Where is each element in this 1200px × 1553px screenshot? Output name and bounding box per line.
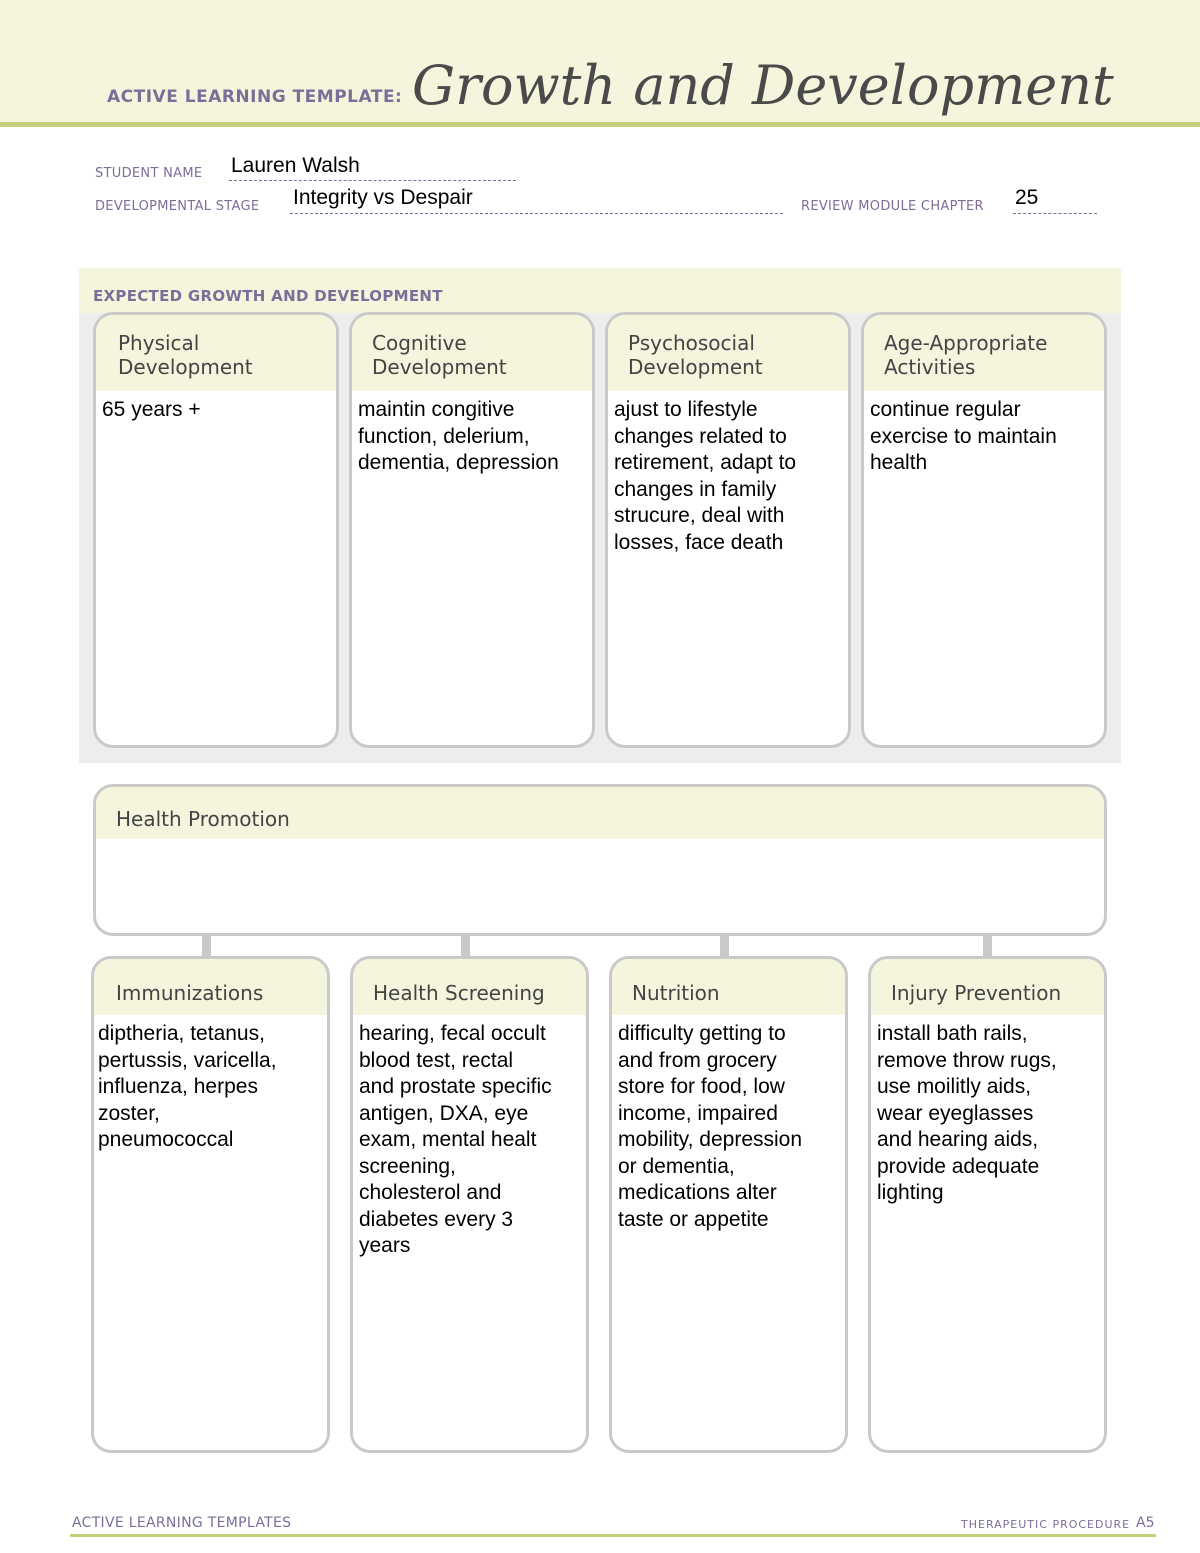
page-title: Growth and Development <box>412 54 1114 117</box>
connector-health-screening <box>461 935 470 957</box>
nutrition-heading: Nutrition <box>612 959 845 1015</box>
injury-prevention-heading: Injury Prevention <box>871 959 1104 1015</box>
health-screening-text[interactable]: hearing, fecal occult blood test, rectal and prostate specific antigen, DXA, eye exam, mental healt screening, cholesterol and diabetes every 3 years <box>359 1022 552 1257</box>
physical-development-text[interactable]: 65 years + <box>102 398 201 421</box>
review-module-chapter-field[interactable]: 25 <box>1015 186 1039 209</box>
immunizations-text[interactable]: diptheria, tetanus, pertussis, varicella, influenza, herpes zoster, pneumococcal <box>98 1022 277 1151</box>
developmental-stage-field[interactable]: Integrity vs Despair <box>293 186 473 209</box>
injury-prevention-card <box>868 956 1107 1453</box>
connector-immunizations <box>202 935 211 957</box>
developmental-stage-line <box>290 213 783 214</box>
health-promotion-card <box>93 784 1107 936</box>
cognitive-development-heading: Cognitive Development <box>352 315 592 391</box>
age-appropriate-activities-heading: Age-Appropriate Activities <box>864 315 1104 391</box>
student-name-field[interactable]: Lauren Walsh <box>231 154 360 177</box>
psychosocial-development-heading: Psychosocial Development <box>608 315 848 391</box>
template-label: ACTIVE LEARNING TEMPLATE: <box>107 87 403 107</box>
psychosocial-development-card <box>605 312 851 748</box>
connector-injury-prevention <box>983 935 992 957</box>
physical-development-heading: Physical Development <box>96 315 336 391</box>
review-module-chapter-line <box>1013 213 1097 214</box>
developmental-stage-label: DEVELOPMENTAL STAGE <box>95 199 260 214</box>
health-screening-card <box>350 956 589 1453</box>
nutrition-card <box>609 956 848 1453</box>
footer-procedure-label: THERAPEUTIC PROCEDURE <box>961 1518 1131 1531</box>
nutrition-text[interactable]: difficulty getting to and from grocery store for food, low income, impaired mobility, depression or dementia, medications alter taste or appetite <box>618 1022 803 1231</box>
health-promotion-heading: Health Promotion <box>96 787 1104 839</box>
connector-nutrition <box>720 935 729 957</box>
age-appropriate-activities-text[interactable]: continue regular exercise to maintain health <box>870 398 1057 474</box>
health-screening-heading: Health Screening <box>353 959 586 1015</box>
footer-rule <box>70 1534 1156 1537</box>
expected-growth-title: EXPECTED GROWTH AND DEVELOPMENT <box>93 287 443 305</box>
footer-templates-label: ACTIVE LEARNING TEMPLATES <box>72 1515 292 1531</box>
immunizations-card <box>91 956 330 1453</box>
review-module-chapter-label: REVIEW MODULE CHAPTER <box>801 199 984 214</box>
injury-prevention-text[interactable]: install bath rails, remove throw rugs, use moilitly aids, wear eyeglasses and hearing aids, provide adequate lighting <box>877 1022 1057 1204</box>
cognitive-development-text[interactable]: maintin congitive function, delerium, dementia, depression <box>358 398 559 474</box>
psychosocial-development-text[interactable]: ajust to lifestyle changes related to retirement, adapt to changes in family strucure, deal with losses, face death <box>614 398 797 554</box>
cognitive-development-card <box>349 312 595 748</box>
student-name-line <box>229 180 516 181</box>
immunizations-heading: Immunizations <box>94 959 327 1015</box>
health-promotion-text[interactable] <box>96 839 1104 925</box>
footer-page-number: A5 <box>1136 1515 1155 1531</box>
age-appropriate-activities-card <box>861 312 1107 748</box>
physical-development-card <box>93 312 339 748</box>
student-name-label: STUDENT NAME <box>95 166 203 181</box>
